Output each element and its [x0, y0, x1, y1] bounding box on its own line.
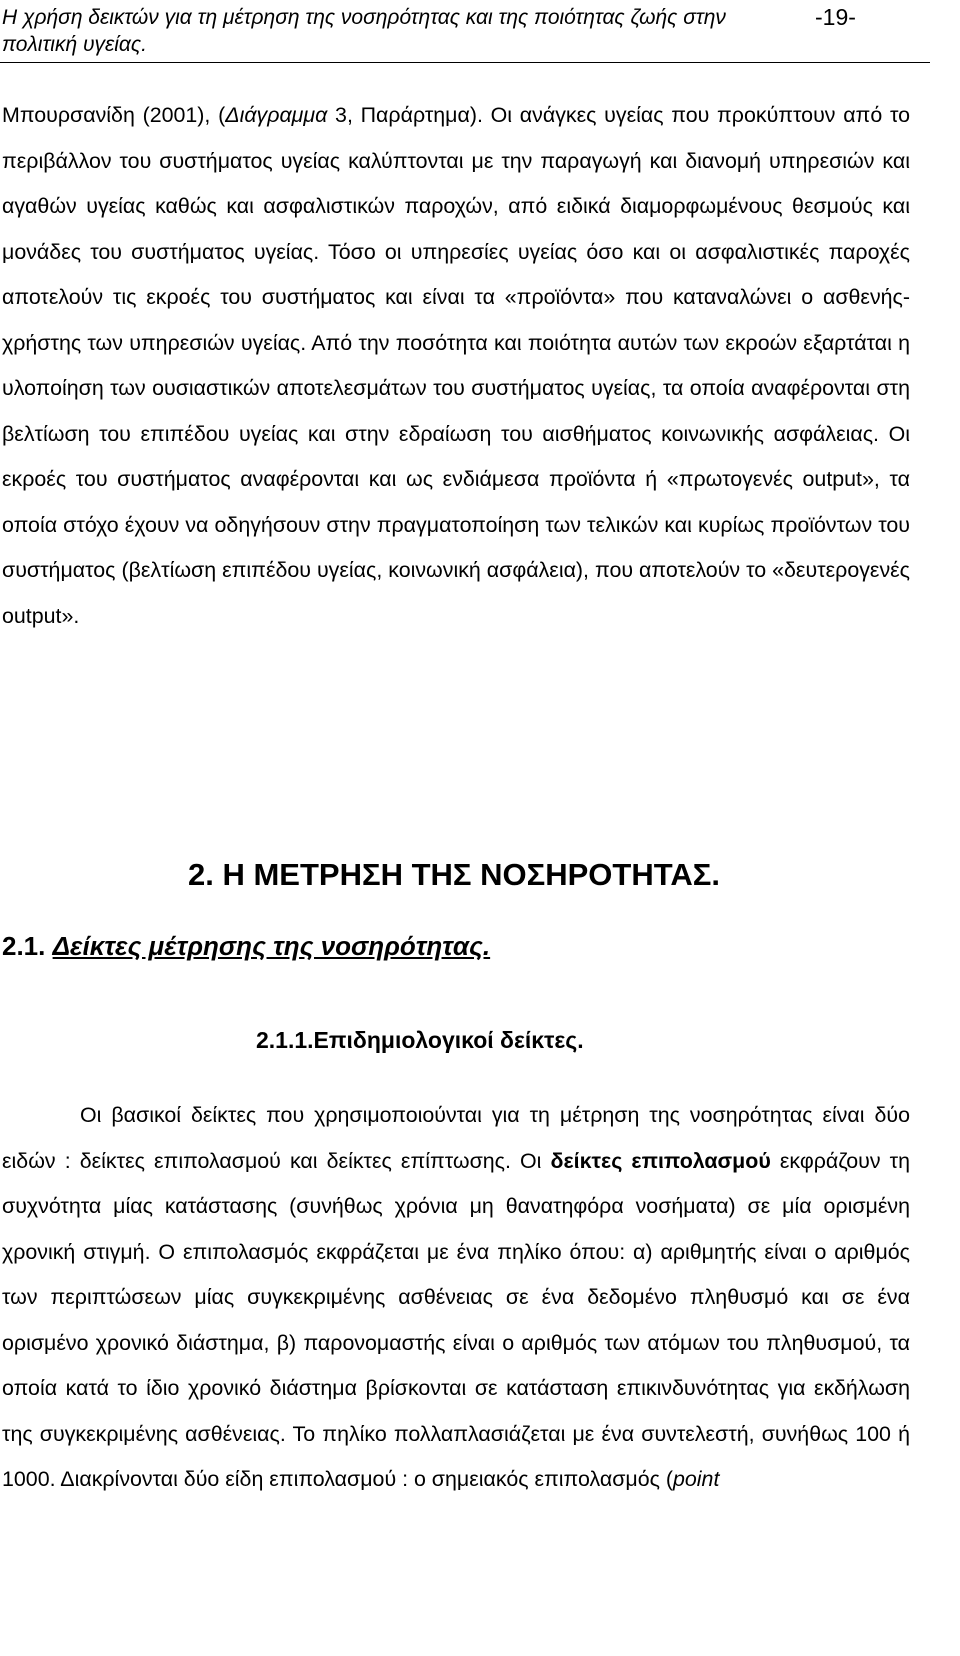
section-heading: 2. Η ΜΕΤΡΗΣΗ ΤΗΣ ΝΟΣΗΡΟΤΗΤΑΣ.	[188, 857, 720, 892]
diagram-reference: Διάγραμμα	[225, 103, 328, 127]
page-header	[0, 0, 960, 80]
bold-term: δείκτες επιπολασμού	[550, 1148, 771, 1173]
subsection-heading	[2, 928, 490, 964]
paragraph-1-lead: Μπουρσανίδη (2001), (	[2, 103, 226, 127]
body-paragraph-1	[2, 93, 910, 639]
header-title: Η χρήση δεικτών για τη μέτρηση της νοσηρότητας και της ποιότητας ζωής στην πολιτική υγείας.	[2, 6, 726, 56]
subsection-number: 2.1.	[2, 931, 53, 961]
paragraph-1-body: 3, Παράρτημα). Οι ανάγκες υγείας που προκύπτουν από το περιβάλλον του συστήματος υγείας καλύπτονται με την παραγωγή και διανομή υπηρεσιών και αγαθών υγείας καθώς και ασφαλιστικών παροχών, από ειδικά διαμορφωμένους θεσμούς και μονάδες του συστήματος υγείας. Τόσο οι υπηρεσίες υγείας όσο και οι ασφαλιστικές παροχές αποτελούν τις εκροές του συστήματος και είναι τα «προϊόντα» που καταναλώνει ο ασθενής-χρήστης των υπηρεσιών υγείας. Από την ποσότητα και ποιότητα αυτών των εκροών εξαρτάται η υλοποίηση των ουσιαστικών αποτελεσμάτων του συστήματος υγείας, τα οποία αναφέρονται στη βελτίωση του επιπέδου υγείας και στην εδραίωση του αισθήματος κοινωνικής ασφάλειας. Οι εκροές του συστήματος αναφέρονται και ως ενδιάμεσα προϊόντα ή «πρωτογενές output», τα οποία στόχο έχουν να οδηγήσουν στην πραγματοποίηση των τελικών και κυρίως προϊόντων του συστήματος (βελτίωση επιπέδου υγείας, κοινωνική ασφάλεια), που αποτελούν το «δευτερογενές output».	[2, 103, 910, 628]
paragraph-2-part-2: εκφράζουν τη συχνότητα μίας κατάστασης (συνήθως χρόνια μη θανατηφόρα νοσήματα) σε μία ορισμένη χρονική στιγμή. Ο επιπολασμός εκφράζεται με ένα πηλίκο όπου: α) αριθμητής είναι ο αριθμός των περιπτώσεων μίας συγκεκριμένης ασθένειας σε ένα δεδομένο πληθυσμό και σε ένα ορισμένο χρονικό διάστημα, β) παρονομαστής είναι ο αριθμός των ατόμων του πληθυσμού, τα οποία κατά το ίδιο χρονικό διάστημα βρίσκονται σε κατάσταση επικινδυνότητας για εκδήλωση της συγκεκριμένης ασθένειας. Το πηλίκο πολλαπλασιάζεται με ένα συντελεστή, συνήθως 100 ή 1000. Διακρίνονται δύο είδη επιπολασμού : ο σημειακός επιπολασμός (	[2, 1148, 910, 1491]
body-paragraph-2	[2, 1093, 910, 1503]
paragraph-2-part-1: Οι βασικοί δείκτες που χρησιμοποιούνται για τη μέτρηση της νοσηρότητας είναι δύο ειδών : δείκτες επιπολασμού και δείκτες επίπτωσης. Οι	[2, 1103, 910, 1173]
subsection-title: Δείκτες μέτρησης της νοσηρότητας.	[52, 931, 491, 961]
subsubsection-heading: 2.1.1.Επιδημιολογικοί δείκτες.	[256, 1027, 584, 1053]
header-divider	[0, 62, 930, 63]
page-number: -19-	[815, 4, 856, 30]
italic-term: point	[673, 1467, 720, 1491]
